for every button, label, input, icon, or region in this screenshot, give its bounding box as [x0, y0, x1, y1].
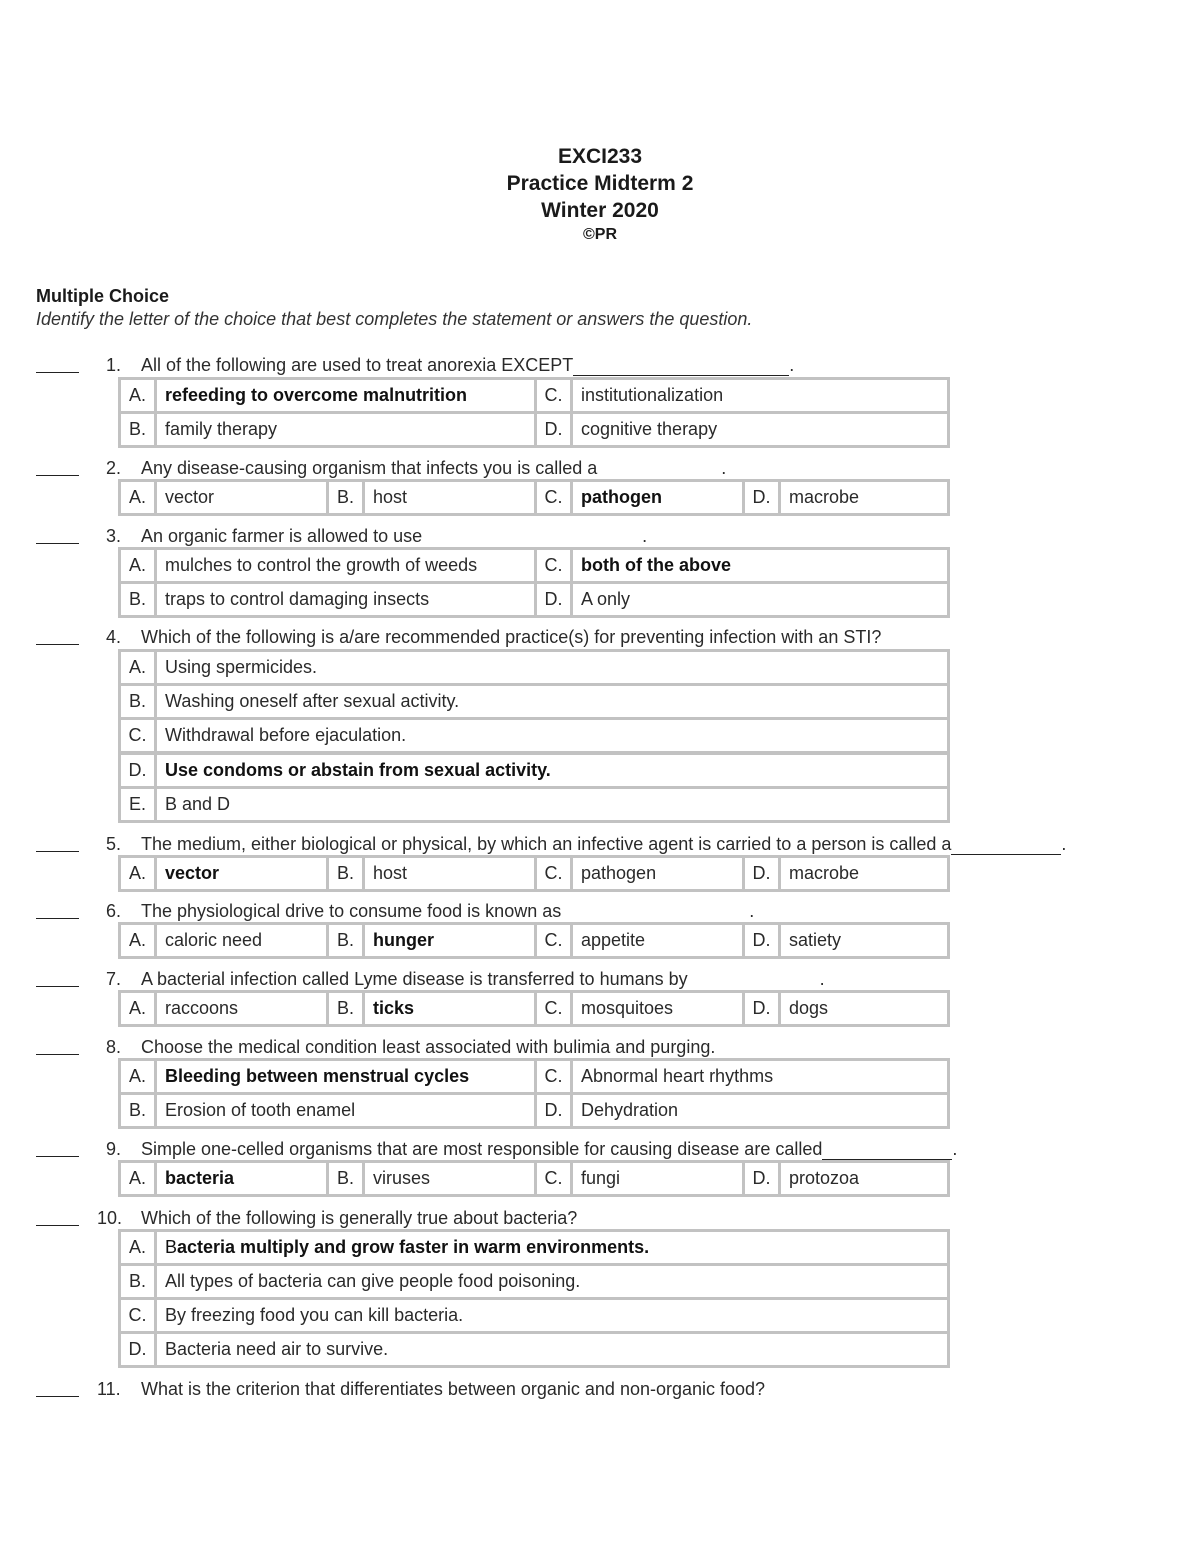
question-text: Which of the following is a/are recommended practice(s) for preventing infection with an STI? [141, 627, 882, 647]
question-number: 2. [106, 458, 122, 478]
question-3 [0, 525, 1200, 547]
choice-text: satiety [789, 930, 842, 950]
choice-text: caloric need [165, 930, 263, 950]
question-stem [141, 626, 881, 648]
choice-text: All types of bacteria can give people food poisoning. [165, 1271, 581, 1291]
choice-text: vector [165, 863, 220, 883]
choice-letter: B. [329, 993, 365, 1024]
choice-text: Washing oneself after sexual activity. [165, 691, 460, 711]
question-6 [0, 900, 1200, 922]
choice-letter: A. [121, 993, 157, 1024]
question-text: An organic farmer is allowed to use [141, 526, 423, 546]
fill-in-blank [951, 838, 1061, 855]
choice-letter: C. [537, 993, 573, 1024]
answer-blank[interactable] [36, 525, 79, 544]
question-stem [141, 1378, 765, 1400]
answer-blank[interactable] [36, 968, 79, 987]
choice-letter: D. [745, 925, 781, 956]
choice-letter: D. [745, 1163, 781, 1194]
question-text: A bacterial infection called Lyme disease is transferred to humans by [141, 969, 688, 989]
choice-row [118, 581, 950, 618]
choice-row [118, 855, 950, 892]
choice-text: appetite [581, 930, 646, 950]
choice-letter: C. [537, 550, 573, 581]
choice-text: mosquitoes [581, 998, 674, 1018]
choice-letter: C. [121, 1300, 157, 1331]
choice-letter: B. [121, 1095, 157, 1126]
answer-blank[interactable] [36, 457, 79, 476]
question-stem [141, 1207, 577, 1229]
choice-text: dogs [789, 998, 829, 1018]
choice-letter: A. [121, 380, 157, 411]
choice-row [118, 547, 950, 584]
choice-text: Erosion of tooth enamel [165, 1100, 356, 1120]
question-2 [0, 457, 1200, 479]
question-text: Simple one-celled organisms that are most responsible for causing disease are called [141, 1139, 823, 1159]
choice-row [118, 1331, 950, 1368]
choice-text: viruses [373, 1168, 431, 1188]
choice-letter: A. [121, 1061, 157, 1092]
choice-row [118, 377, 950, 414]
choice-row [118, 786, 950, 823]
choice-text: host [373, 487, 408, 507]
question-number: 1. [106, 355, 122, 375]
choice-text: Use condoms or abstain from sexual activity. [165, 760, 551, 780]
question-text: Which of the following is generally true about bacteria? [141, 1208, 578, 1228]
choice-row [118, 683, 950, 720]
choice-text: Withdrawal before ejaculation. [165, 725, 407, 745]
fill-in-blank [573, 359, 789, 376]
choice-text-lead: B [165, 1237, 178, 1257]
choice-row [118, 1160, 950, 1197]
choice-letter: C. [121, 720, 157, 751]
question-text: The medium, either biological or physical, by which an infective agent is carried to a person is called a [141, 834, 952, 854]
choice-row [118, 1092, 950, 1129]
choice-letter: B. [121, 584, 157, 615]
question-end: . [721, 458, 727, 478]
choice-text [157, 1232, 953, 1263]
choice-text: raccoons [165, 998, 239, 1018]
choice-row [118, 479, 950, 516]
question-text: All of the following are used to treat anorexia EXCEPT [141, 355, 574, 375]
question-number: 11. [97, 1379, 121, 1399]
question-4 [0, 626, 1200, 648]
choice-text: ticks [373, 998, 415, 1018]
question-end: . [819, 969, 825, 989]
answer-blank[interactable] [36, 1036, 79, 1055]
choice-row [118, 1229, 950, 1266]
choice-text: Abnormal heart rhythms [581, 1066, 774, 1086]
question-stem [141, 900, 754, 922]
question-10 [0, 1207, 1200, 1229]
choice-letter: D. [121, 1334, 157, 1365]
question-stem [141, 968, 825, 990]
choice-row [118, 649, 950, 686]
choice-letter: A. [121, 652, 157, 683]
choice-text: protozoa [789, 1168, 860, 1188]
question-number: 10. [97, 1208, 123, 1228]
choice-text: refeeding to overcome malnutrition [165, 385, 468, 405]
choice-text: mulches to control the growth of weeds [165, 555, 478, 575]
exam-header [0, 143, 1200, 246]
choice-row [118, 717, 950, 754]
choice-letter: C. [537, 925, 573, 956]
question-number: 9. [106, 1139, 122, 1159]
fill-in-blank [822, 1143, 952, 1160]
choice-row [118, 1263, 950, 1300]
choice-text-rest: acteria multiply and grow faster in warm environments. [177, 1237, 650, 1257]
choice-row [118, 411, 950, 448]
choice-letter: C. [537, 1163, 573, 1194]
choice-letter: C. [537, 858, 573, 889]
question-7 [0, 968, 1200, 990]
choice-text: pathogen [581, 487, 662, 507]
question-number: 5. [106, 834, 122, 854]
question-text: What is the criterion that differentiates between organic and non-organic food? [141, 1379, 766, 1399]
choice-text: By freezing food you can kill bacteria. [165, 1305, 464, 1325]
copyright: ©PR [582, 226, 617, 243]
question-end: . [1061, 834, 1067, 854]
answer-blank[interactable] [36, 900, 79, 919]
choice-text: Bleeding between menstrual cycles [165, 1066, 470, 1086]
choice-text: host [373, 863, 408, 883]
question-end: . [789, 355, 795, 375]
choice-letter: A. [121, 1163, 157, 1194]
question-11 [0, 1378, 1200, 1400]
choice-letter: B. [121, 1266, 157, 1297]
question-number: 8. [106, 1037, 122, 1057]
answer-blank[interactable] [36, 626, 79, 645]
choice-text: macrobe [789, 863, 860, 883]
question-stem [141, 1036, 715, 1058]
choice-text: institutionalization [581, 385, 724, 405]
choice-letter: D. [745, 482, 781, 513]
choice-letter: D. [121, 755, 157, 786]
section-instructions: Identify the letter of the choice that best completes the statement or answers the question. [36, 309, 753, 329]
choice-text: Dehydration [581, 1100, 679, 1120]
choice-letter: D. [537, 584, 573, 615]
choice-letter: A. [121, 858, 157, 889]
choice-letter: E. [121, 789, 157, 820]
choice-letter: D. [745, 993, 781, 1024]
choice-text: Using spermicides. [165, 657, 318, 677]
question-1 [0, 354, 1200, 376]
question-text: Any disease-causing organism that infects you is called a [141, 458, 598, 478]
choice-text: cognitive therapy [581, 419, 718, 439]
choice-row [118, 1297, 950, 1334]
choice-text: vector [165, 487, 215, 507]
exam-term: Winter 2020 [541, 199, 659, 222]
question-text: The physiological drive to consume food is known as [141, 901, 562, 921]
section-title: Multiple Choice [36, 286, 170, 306]
question-stem [141, 354, 794, 376]
question-stem [141, 525, 647, 547]
choice-letter: A. [121, 550, 157, 581]
answer-blank[interactable] [36, 354, 79, 373]
choice-text: hunger [373, 930, 434, 950]
question-stem [141, 457, 726, 479]
question-stem [141, 833, 1066, 855]
choice-letter: B. [329, 482, 365, 513]
choice-text: A only [581, 589, 631, 609]
choice-text: family therapy [165, 419, 278, 439]
choice-text: both of the above [581, 555, 731, 575]
choice-letter: B. [329, 925, 365, 956]
choice-letter: B. [329, 1163, 365, 1194]
choice-text: bacteria [165, 1168, 235, 1188]
question-8 [0, 1036, 1200, 1058]
question-5 [0, 833, 1200, 855]
question-number: 3. [106, 526, 122, 546]
choice-letter: D. [537, 414, 573, 445]
question-9 [0, 1138, 1200, 1160]
choice-letter: B. [121, 686, 157, 717]
answer-blank[interactable] [36, 1378, 79, 1397]
question-text: Choose the medical condition least associated with bulimia and purging. [141, 1037, 716, 1057]
choice-letter: C. [537, 380, 573, 411]
answer-blank[interactable] [36, 833, 79, 852]
question-end: . [749, 901, 755, 921]
choice-text: B and D [165, 794, 231, 814]
question-end: . [642, 526, 648, 546]
exam-title: Practice Midterm 2 [506, 172, 694, 195]
choice-letter: C. [537, 1061, 573, 1092]
choice-letter: D. [745, 858, 781, 889]
choice-row [118, 1058, 950, 1095]
question-stem [141, 1138, 957, 1160]
choice-row [118, 990, 950, 1027]
choice-letter: A. [121, 925, 157, 956]
choice-letter: D. [537, 1095, 573, 1126]
choice-letter: A. [121, 482, 157, 513]
choice-letter: B. [329, 858, 365, 889]
choice-text: pathogen [581, 863, 657, 883]
choice-letter: B. [121, 414, 157, 445]
answer-blank[interactable] [36, 1138, 79, 1157]
question-number: 6. [106, 901, 122, 921]
choice-letter: C. [537, 482, 573, 513]
question-number: 7. [106, 969, 122, 989]
choice-text: fungi [581, 1168, 621, 1188]
choice-text: traps to control damaging insects [165, 589, 430, 609]
choice-row [118, 752, 950, 789]
choice-text: Bacteria need air to survive. [165, 1339, 389, 1359]
choice-letter: A. [121, 1232, 157, 1263]
choice-row [118, 922, 950, 959]
choice-text: macrobe [789, 487, 860, 507]
question-end: . [952, 1139, 958, 1159]
answer-blank[interactable] [36, 1207, 79, 1226]
course-code: EXCI233 [557, 145, 643, 168]
question-number: 4. [106, 627, 122, 647]
